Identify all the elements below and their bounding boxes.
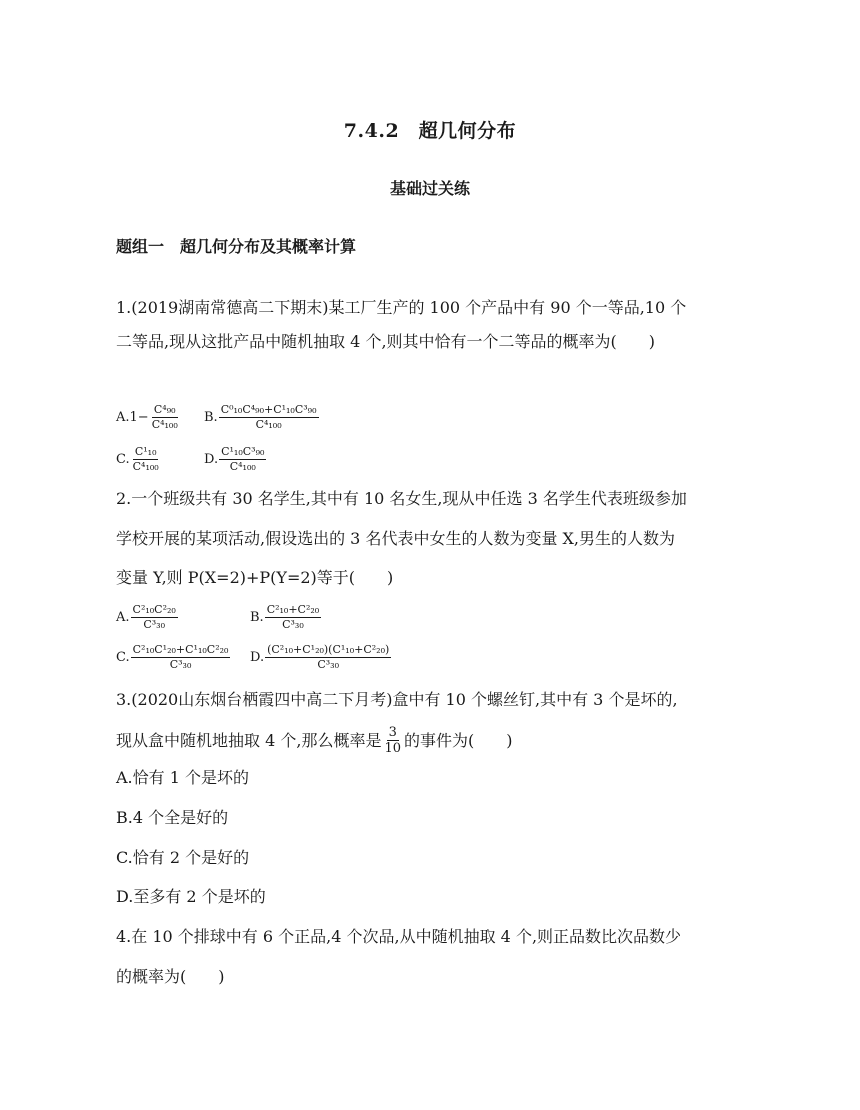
q2-stem-line2: 学校开展的某项活动,假设选出的 3 名代表中女生的人数为变量 X,男生的人数为	[116, 529, 676, 548]
numerator: C⁰₁₀C⁴₉₀+C¹₁₀C³₉₀	[220, 403, 317, 416]
q3-option-a: A.恰有 1 个是坏的	[116, 768, 249, 787]
numerator: C²₁₀C¹₂₀+C¹₁₀C²₂₀	[132, 643, 229, 656]
q3-option-d: D.至多有 2 个是坏的	[116, 887, 266, 906]
q2-option-c	[116, 644, 231, 671]
option-label: B.	[204, 410, 218, 425]
denominator: 10	[384, 741, 401, 756]
numerator: C⁴₉₀	[153, 403, 176, 416]
fraction	[219, 404, 319, 431]
q4-stem-line2: 的概率为( )	[116, 967, 225, 986]
q1-stem-line2: 二等品,现从这批产品中随机抽取 4 个,则其中恰有一个二等品的概率为( )	[116, 332, 656, 351]
fraction	[131, 644, 231, 671]
option-label: C.	[116, 452, 130, 467]
q1-stem-line1: 1.(2019湖南常德高二下期末)某工厂生产的 100 个产品中有 90 个一等品,10 个	[116, 298, 687, 317]
denominator: C³₃₀	[317, 658, 340, 671]
q3-stem-line2	[116, 726, 513, 755]
section-heading: 题组一 超几何分布及其概率计算	[116, 237, 357, 256]
q2-stem-line1: 2.一个班级共有 30 名学生,其中有 10 名女生,现从中任选 3 名学生代表班级参加	[116, 489, 687, 508]
numerator: C¹₁₀	[134, 445, 157, 458]
option-label: C.	[116, 650, 130, 665]
denominator: C⁴₁₀₀	[151, 418, 178, 431]
q4-stem-line1: 4.在 10 个排球中有 6 个正品,4 个次品,从中随机抽取 4 个,则正品数比次品数少	[116, 927, 682, 946]
option-label: D.	[204, 452, 219, 467]
page-title: 7.4.2 超几何分布	[343, 120, 517, 142]
q3-option-b: B.4 个全是好的	[116, 808, 229, 827]
q3-option-c: C.恰有 2 个是好的	[116, 848, 250, 867]
q1-option-b	[204, 404, 320, 431]
fraction	[131, 604, 178, 631]
numerator: C²₁₀+C²₂₀	[266, 603, 320, 616]
fraction	[265, 604, 322, 631]
denominator: C³₃₀	[282, 618, 304, 631]
q3-stem-line1: 3.(2020山东烟台栖霞四中高二下月考)盒中有 10 个螺丝钉,其中有 3 个是坏的,	[116, 690, 678, 709]
denominator: C⁴₁₀₀	[229, 460, 256, 473]
q3-stem-text: 的事件为( )	[404, 730, 513, 750]
option-label: D.	[250, 650, 265, 665]
denominator: C³₃₀	[169, 658, 192, 671]
fraction	[131, 446, 161, 473]
numerator: 3	[388, 725, 397, 740]
q1-option-d	[204, 446, 267, 473]
denominator: C⁴₁₀₀	[132, 460, 159, 473]
page-subtitle: 基础过关练	[389, 179, 470, 198]
q1-option-c	[116, 446, 162, 473]
option-label: A.	[116, 610, 130, 625]
denominator: C⁴₁₀₀	[255, 418, 282, 431]
option-label: B.	[250, 610, 264, 625]
fraction	[150, 404, 180, 431]
q2-stem-line3: 变量 Y,则 P(X=2)+P(Y=2)等于( )	[116, 568, 394, 587]
q2-option-a	[116, 604, 179, 631]
option-label: A.1−	[116, 410, 149, 425]
numerator: C²₁₀C²₂₀	[132, 603, 176, 616]
numerator: C¹₁₀C³₉₀	[221, 445, 265, 458]
denominator: C³₃₀	[143, 618, 165, 631]
fraction	[219, 446, 266, 473]
q2-option-b	[250, 604, 322, 631]
q1-option-a	[116, 404, 181, 431]
numerator: (C²₁₀+C¹₂₀)(C¹₁₀+C²₂₀)	[267, 643, 390, 656]
fraction	[265, 644, 391, 671]
q3-stem-text: 现从盒中随机地抽取 4 个,那么概率是	[116, 730, 382, 750]
fraction	[382, 726, 403, 755]
q2-option-d	[250, 644, 392, 671]
